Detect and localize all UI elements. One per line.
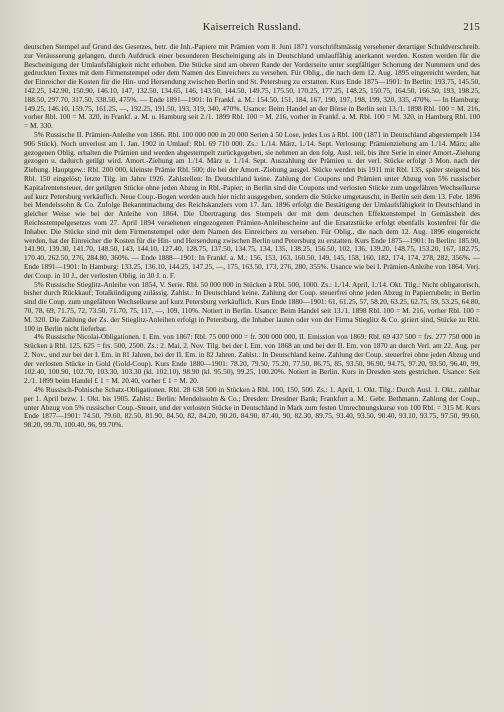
- page-number: 215: [463, 22, 480, 33]
- running-title: Kaiserreich Russland.: [202, 22, 302, 33]
- page-header: [24, 22, 480, 36]
- paragraph-russian-polish-treasury-obligations: 4% Russisch-Polnische Schatz-Obligationen. Rbl. 28 638 500 in Stücken à Rbl. 100, 150, 500. Zs.: 1. April, 1. Okt. Tilg.: Durch Ausl. 1. Okt., zahlbar per 1. April bezw. 1. Okt. bis 1905. Zahlst.: Berlin: Mendelssohn & Co.; Dresden: Dresdner Bank; Frankfurt a. M.: Gebr. Bethmann. Zahlung der Coup., unter Abzug von 5% russischer Coup.-Steuer, und der verlosten Stücke in Deutschland in Mark zum festen Umrechnungskurse von 100 Rbl. = 315 M. Kurs Ende 1877—1901: 74.50, 79.60, 82.50, 81.90, 84.50, 82, 84.20, 90.20, 84.90, 87.40, 90, 82.30, 89.75, 93.40, 93.50, 90.40, 93.10, 93.75, 97.50, 99.60, 98.20, 99.70, 100.40, 96, 99.70%.: [24, 385, 480, 430]
- paragraph-nicolai-obligations: 4% Russische Nicolai-Obligationen. I. Em. von 1867: Rbl. 75 000 000 = fr. 300 000 000, II. Emission von 1869: Rbl. 69 437 500 = frs. 277 750 000 in Stücken à Rbl. 125, 625 = frs. 500, 2500. Zs.: 2. Mai, 2. Nov. Tilg. bei der I. Em. von 1868 an und bei der II. Em. von 1870 an durch Verl. am 22. Aug. per 2. Nov., und zur bei der I. Em. in 81 Jahren, bei der II. Em. in 82 Jahren. Zahlst.: In Deutschland keine. Zahlung der Coup. steuerfrei ohne jeden Abzug und der verlosten Stücke in Gold (Gold-Coup). Kurs Ende 1880—1901: 78.20, 79.50, 75.20, 77.50, 86.75, 85, 93.50, 96.90, 94.75, 97.20, 93.50, 96.40, 99, 102.40, 100.90, 102.70, 103.30, 103.30 (kl. 102.10), 98.90 (kl. 95.50), 99.25, 100.20%. Notiert in Berlin. Kurs in Dresden stets gestrichen. Usance: Seit 2./1. 1899 beim Handel £ 1 = M. 20.40, vorher £ 1 = M. 20.: [24, 332, 480, 386]
- paragraph-continuation: deutschen Stempel auf Grund des Gesetzes, betr. die Inh.-Papiere mit Prämien vom 8. Juni 1871 vorschriftsmässig versehener derartiger Schuldverschreib. zur Veräusserung gelangen, durch Aufdruck einer besonderen Bescheinigung als in Deutschland umlauffähig anerkannt werden. Kosten werden für die Bescheinigung der Umlaufsfähigkeit nicht erhoben. Die Stücke sind am oberen Rande der Vorderseite unter sorgfältiger Schonung der Nummern und des gedruckten Textes mit dem Firmenstempel oder dem Namen des Einreichers zu versehen. Für Oblig., die nach dem 12. Aug. 1895 eingereicht werden, hat der Einreicher die Kosten für die Hin- und Hersendung zwischen Berlin und St. Petersburg zu erstatten. Kurs Ende 1875—1901: In Berlin: 193.75, 145.50, 142.25, 142.90, 150.90, 146.10, 147, 132.50, 134.65, 146, 143.50, 144.50, 149.75, 175.50, 170.25, 177.25, 148.25, 150.75, 164.50, 166.50, 193, 198.25, 188.50, 297.70, 317.50, 338.50, 475%. — Ende 1891—1901: In Frankf. a. M.: 154.50, 151, 184, 167, 190, 197, 198, 199, 320, 335, 470%. — In Hamburg: 149.25, 146.10, 159.75, 161.25, —, 192.25, 191.50, 193, 319, 340, 470%. Usance: Beim Handel an der Börse in Berlin seit 13./1. 1898 Rbl. 100 = M. 216, vorher Rbl. 100 = M. 320, in Frankf. a. M. u. Hamburg seit 2./1. 1899 Rbl. 100 = M. 216, vorher in Frankf. a. M. Rbl. 100 = M. 320, in Hamburg Rbl. 100 = M. 330.: [24, 42, 480, 131]
- paragraph-premium-loan-1866: 5% Russische II. Prämien-Anleihe von 1866. Rbl. 100 000 000 in 20 000 Serien à 50 Lose, jedes Los à Rbl. 100 (1871 in Deutschland abgestempelt 134 906 Stück). Noch unverlost am 1. Jan. 1902 in Umlauf: Rbl. 69 710 000. Zs.: 1./14. März, 1./14. Sept. Verlosung: Prämienziehung am 1./14. März; alle gezogenen Oblig. erhalten die Prämien und werden abgestempelt zurückgegeben, sie nehmen an den folg. Ausl. teil, bis ihre Serie in einer Amort.-Ziehung gezogen u. dadurch getilgt wird. Amort.-Ziehung am 1./14. März u. 1./14. Sept. Auszahlung der Prämien u. der verl. Stücke erfolgt 3 Mon. nach der Ziehung. Hauptgew.: Rbl. 200 000, kleinste Prämie Rbl. 500; die bei der Amort.-Ziehung ausgel. Stücke werden bis 1911 mit Rbl. 135, später steigend bis Rbl. 150 eingelöst; letzte Tilg. im Jahre 1926. Zahlstellen: In Deutschland keine. Zahlung der Coupons und Prämien unter Abzug von 5% russischer Kapitalrentensteuer, der getilgten Stücke ohne jeden Abzug in Rbl.-Papier; in Berlin sind die Coupons und verlosten Stücke zum ungefähren Wechselkurse auf kurz Petersburg verkäuflich. Neue Coup.-Bogen werden auch hier nicht ausgegeben, sondern die Stücke umgetauscht, in Berlin seit dem 13. Febr. 1896 bei Mendelssohn & Co. Zufolge Bekanntmachung des Reichskanzlers vom 17. Jan. 1896 erfolgt die Bestätigung der Umlaufsfähigkeit in Deutschland in gleicher Weise wie bei der Anleihe von 1864. Die Übertragung des Stempels der mit dem deutschen Effektenstempel in Gemässheit des Reichsstempelgesetzes vom 27. April 1894 versehenen eingezogenen Prämien-Anleihescheine auf die Ersatzstücke erfolgt ebenfalls kostenfrei für die Inhaber. Die Stücke sind mit dem Firmenstempel oder dem Namen des Einreichers zu versehen. Für Oblig., die nach dem 12. Aug. 1896 eingereicht werden, hat der Einreicher die Kosten für die Hin- und Hersendung zwischen Berlin und Petersburg zu erstatten. Kurs Ende 1875—1901: In Berlin: 185.90, 141.90, 139.30, 141.70, 148.50, 143, 144.10, 127.40, 128.75, 137.50, 134.75, 134, 135, 138.25, 156.50, 102, 136, 139.20, 148.75, 153.20, 167, 182.75, 170.40, 262.50, 276, 284.80, 360%. — Ende 1888—1901: In Frankf. a. M.: 156, 153, 163, 160.50, 149, 145, 158, 160, 182, 174, 174, 278, 282, 356%. — Ende 1891—1901: In Hamburg: 133.25, 136.10, 144.25, 147.25, —, 175, 163.50, 173, 276, 280, 355%. Usance wie bei I. Prämien-Anleihe von 1864. Verj. der Coup. in 10 J., der verlosten Oblig. in 30 J. n. F.: [24, 129, 480, 280]
- paragraph-stieglitz-loan-1854: 5% Russische Stieglitz-Anleihe von 1854, V. Serie. Rbl. 50 000 000 in Stücken à Rbl. 500, 1000. Zs.: 1./14. April, 1./14. Okt. Tilg.: Nicht obligatorisch, bisher durch Rückkauf; Totalkündigung zulässig. Zahlst.: In Deutschland keine. Zahlung der Coup. steuerfrei ohne jeden Abzug in Papierrubeln; in Berlin sind die Coup. zum ungefähren Wechselkurse auf kurz Petersburg verkäuflich. Kurs Ende 1880—1901: 61, 61.25, 57, 58.20, 63.25, 62.75, 59, 53.25, 64.80, 70, 78, 69, 71.75, 72, 73.50, 71.70, 75, 117, —, 109, 110%. Notiert in Berlin. Usance: Beim Handel seit 13./1. 1898 Rbl. 100 = M. 216, vorher Rbl. 100 = M. 320. Die Zahlung der Zs. der Stieglitz-Anleihen erfolgt in Petersburg, die Inhaber lauten oder von der Firma Stieglitz & Co. giriert sind, Stücke zu Rbl. 100 in Berlin nicht lieferbar.: [24, 279, 480, 333]
- page-body: [24, 43, 480, 430]
